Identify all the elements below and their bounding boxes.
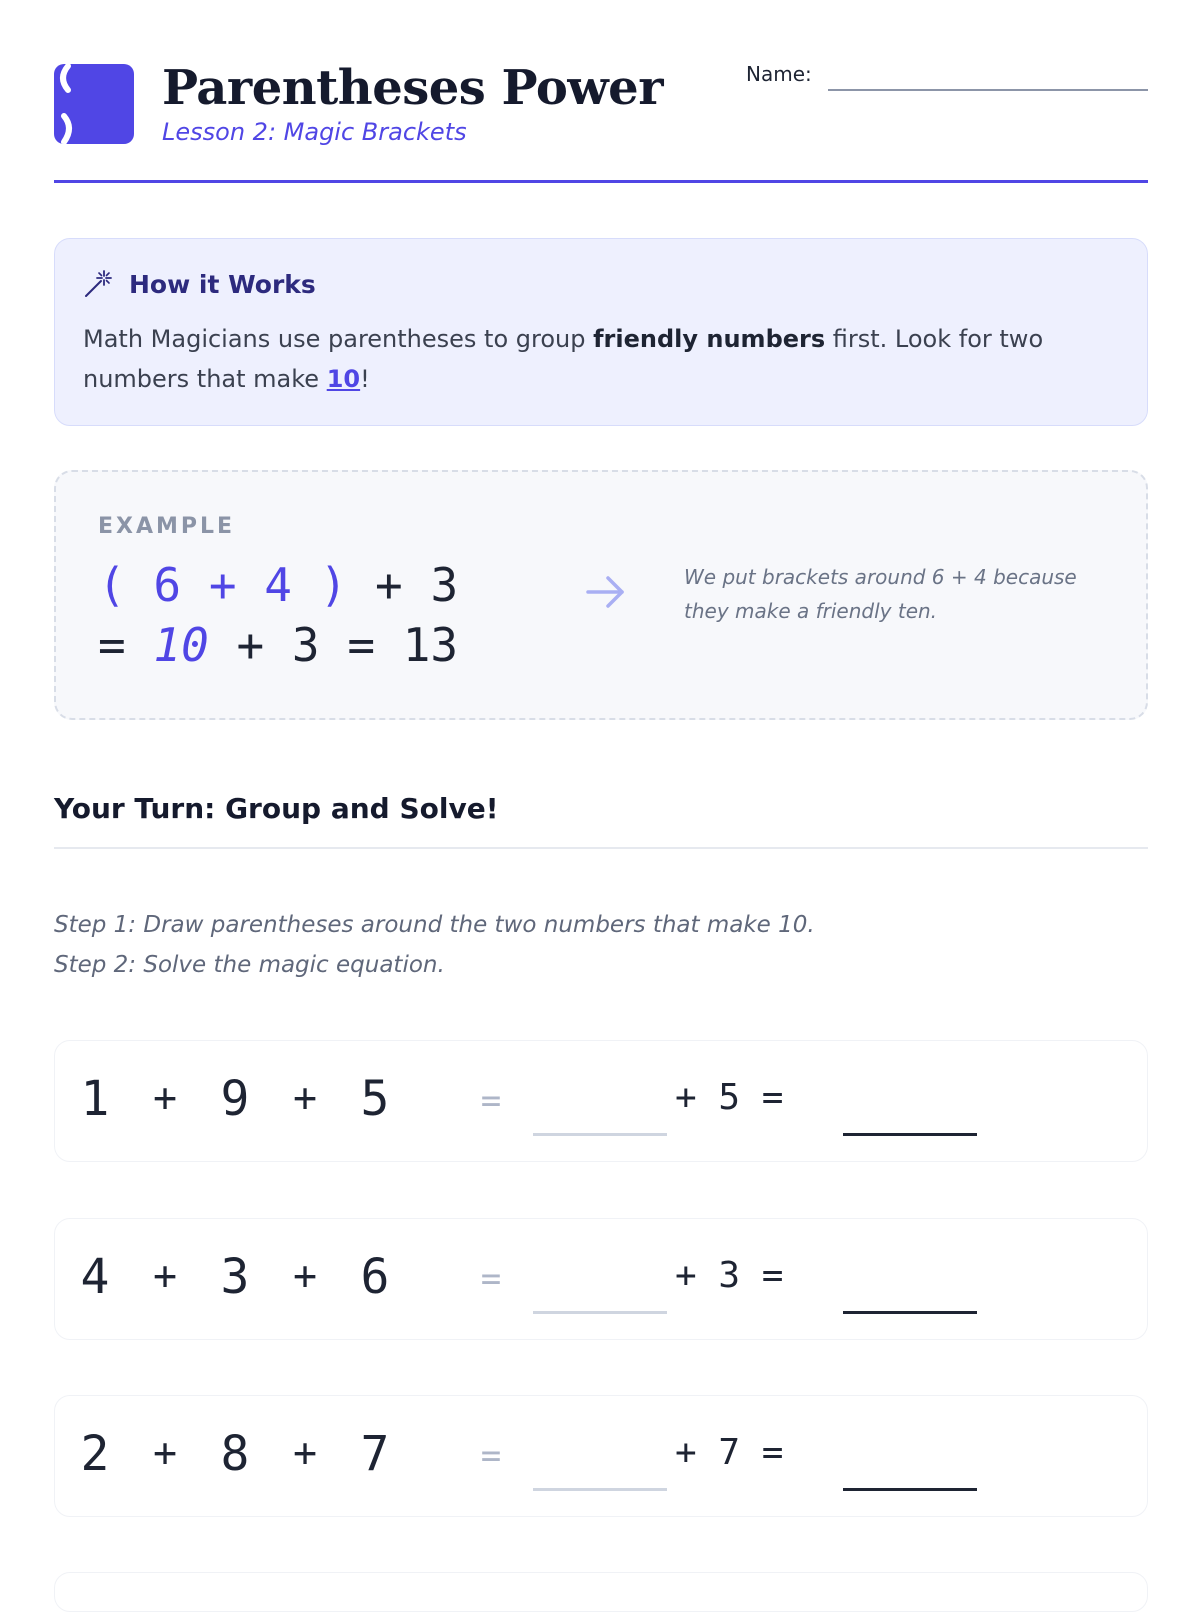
example-number: 3 bbox=[430, 558, 459, 612]
friendly-numbers-emphasis: friendly numbers bbox=[593, 325, 826, 353]
problem-number: 1 bbox=[80, 1071, 110, 1127]
problem-operator: + bbox=[292, 1075, 318, 1121]
how-it-works-panel bbox=[54, 238, 1148, 426]
worksheet-header bbox=[54, 60, 1148, 184]
problem-operator: + bbox=[152, 1075, 178, 1121]
example-number: 3 bbox=[291, 618, 320, 672]
how-it-works-title: How it Works bbox=[129, 270, 316, 299]
step-1-instruction: Step 1: Draw parentheses around the two numbers that make 10. bbox=[54, 912, 815, 938]
step-2-instruction: Step 2: Solve the magic equation. bbox=[54, 952, 445, 978]
example-operator: + bbox=[375, 558, 403, 612]
problem-number: 9 bbox=[220, 1071, 250, 1127]
grouped-sum-blank[interactable] bbox=[533, 1488, 667, 1491]
how-text-part: ! bbox=[360, 365, 370, 393]
ten-highlight: 10 bbox=[326, 365, 361, 393]
problem-number: 3 bbox=[220, 1249, 250, 1305]
header-divider bbox=[54, 180, 1148, 183]
section-divider bbox=[54, 847, 1148, 849]
problem-card bbox=[54, 1218, 1148, 1340]
problem-equals: = bbox=[480, 1081, 502, 1121]
problem-card-partial bbox=[54, 1572, 1148, 1612]
example-number: 6 bbox=[153, 558, 182, 612]
name-field[interactable] bbox=[828, 89, 1148, 91]
example-equation-line-1 bbox=[98, 558, 458, 612]
grouped-sum-blank[interactable] bbox=[533, 1133, 667, 1136]
problem-number: 8 bbox=[220, 1426, 250, 1482]
problem-operator: + bbox=[292, 1253, 318, 1299]
example-equation-line-2 bbox=[98, 618, 458, 672]
problem-remaining: + 7 = bbox=[675, 1432, 784, 1473]
problem-remaining: + 5 = bbox=[675, 1077, 784, 1118]
page-title: Parentheses Power bbox=[162, 60, 664, 116]
problem-number: 2 bbox=[80, 1426, 110, 1482]
problem-number: 6 bbox=[360, 1249, 390, 1305]
arrow-right-icon bbox=[584, 572, 628, 612]
problem-operator: + bbox=[152, 1253, 178, 1299]
problem-remaining: + 3 = bbox=[675, 1255, 784, 1296]
problem-number: 7 bbox=[360, 1426, 390, 1482]
example-equals: = bbox=[347, 618, 376, 672]
problem-card bbox=[54, 1040, 1148, 1162]
how-it-works-text bbox=[83, 319, 1093, 399]
problem-operator: + bbox=[292, 1430, 318, 1476]
open-paren: ( bbox=[98, 558, 126, 612]
example-panel bbox=[54, 470, 1148, 720]
page-subtitle: Lesson 2: Magic Brackets bbox=[162, 118, 467, 146]
example-equals: = bbox=[98, 618, 126, 672]
your-turn-title: Your Turn: Group and Solve! bbox=[54, 792, 499, 825]
example-sum: 10 bbox=[153, 618, 209, 672]
grouped-sum-blank[interactable] bbox=[533, 1311, 667, 1314]
answer-blank[interactable] bbox=[843, 1488, 977, 1491]
answer-blank[interactable] bbox=[843, 1133, 977, 1136]
magic-wand-icon bbox=[83, 269, 113, 299]
example-operator: + bbox=[236, 618, 265, 672]
example-operator: + bbox=[208, 558, 237, 612]
parentheses-logo-icon bbox=[54, 64, 134, 144]
problem-equals: = bbox=[480, 1436, 502, 1476]
answer-blank[interactable] bbox=[843, 1311, 977, 1314]
name-label: Name: bbox=[746, 62, 812, 86]
example-result: 13 bbox=[402, 618, 459, 672]
example-number: 4 bbox=[264, 558, 292, 612]
problem-number: 5 bbox=[360, 1071, 390, 1127]
example-label: EXAMPLE bbox=[98, 514, 236, 539]
problem-operator: + bbox=[152, 1430, 178, 1476]
close-paren: ) bbox=[319, 558, 348, 612]
problem-card bbox=[54, 1395, 1148, 1517]
how-text-part: first. Look for two numbers that make bbox=[83, 325, 1044, 393]
problem-equals: = bbox=[480, 1259, 502, 1299]
example-explanation: We put brackets around 6 + 4 because they make a friendly ten. bbox=[684, 565, 1077, 623]
instructions bbox=[54, 905, 815, 985]
problem-number: 4 bbox=[80, 1249, 110, 1305]
how-text-part: Math Magicians use parentheses to group bbox=[83, 325, 594, 353]
